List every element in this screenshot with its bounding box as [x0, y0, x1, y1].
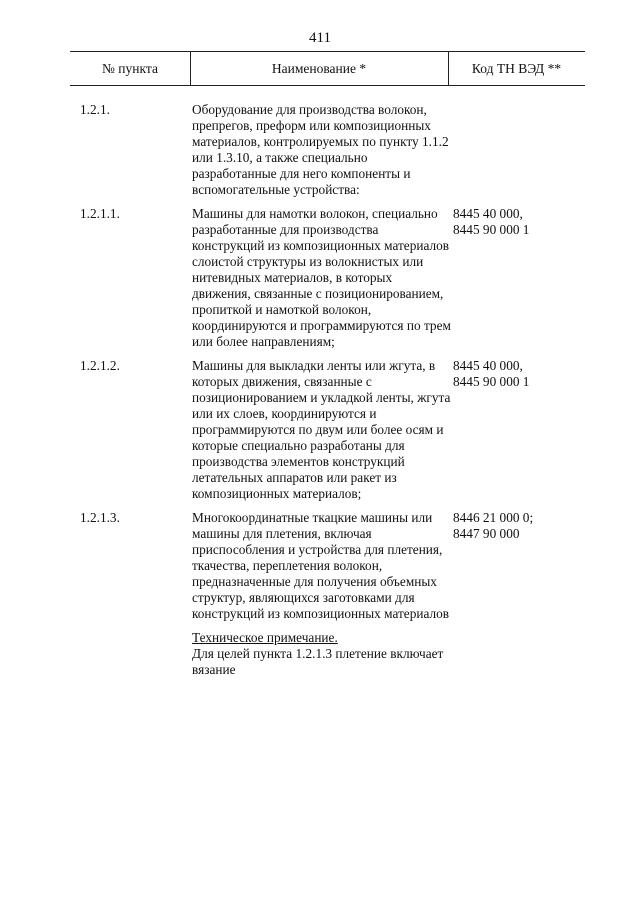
- code-value: 8445 90 000 1: [453, 374, 530, 389]
- item-code: [453, 358, 583, 390]
- item-name: Машины для выкладки ленты или жгута, в которых движения, связанные с позиционированием и укладкой ленты, жгута или их слоев, координируются и программируются по двум или более осям и которые специально разработаны для производства элементов конструкций летательных аппаратов или ракет из композиционных материалов;: [192, 358, 451, 501]
- item-name-block: [192, 510, 454, 678]
- code-value: 8447 90 000: [453, 526, 520, 541]
- item-code: [453, 510, 583, 542]
- code-value: 8446 21 000 0;: [453, 510, 534, 525]
- item-number: 1.2.1.1.: [80, 206, 120, 221]
- technical-note-title: Техническое примечание.: [192, 630, 338, 645]
- header-code: Код ТН ВЭД **: [471, 61, 562, 76]
- table-body: [0, 102, 640, 678]
- item-number: 1.2.1.3.: [80, 510, 120, 525]
- header-name: Наименование *: [271, 61, 367, 76]
- code-value: 8445 40 000,: [453, 358, 523, 373]
- item-name: Многокоординатные ткацкие машины или машины для плетения, включая приспособления и устройства для плетения, ткачества, переплетения волокон, предназначенные для получения объемных структур, являющихся заготовками для конструкций из композиционных материалов: [192, 510, 450, 621]
- item-name: Оборудование для производства волокон, препрегов, преформ или композиционных материалов, контролируемых по пункту 1.1.2 или 1.3.10, а также специально разработанные для него компоненты и вспомогательные устройства:: [192, 102, 449, 197]
- table-row: [0, 358, 640, 502]
- technical-note-text: Для целей пункта 1.2.1.3 плетение включает вязание: [192, 646, 444, 677]
- code-value: 8445 90 000 1: [453, 222, 530, 237]
- header-item-number: № пункта: [102, 61, 158, 76]
- table-header: [70, 51, 585, 86]
- item-code: [453, 206, 583, 238]
- page-number: 411: [309, 30, 331, 46]
- table-row: [0, 510, 640, 678]
- item-number: 1.2.1.: [80, 102, 110, 117]
- item-name: Машины для намотки волокон, специально разработанные для производства конструкций из композиционных материалов слоистой структуры из волокнистых или нитевидных материалов, в которых движения, связанные с позиционированием, пропиткой и намоткой волокон, координируются и программируются по трем или более направлениям;: [192, 206, 451, 349]
- code-value: 8445 40 000,: [453, 206, 523, 221]
- item-number: 1.2.1.2.: [80, 358, 120, 373]
- table-row: [0, 102, 640, 198]
- table-row: [0, 206, 640, 350]
